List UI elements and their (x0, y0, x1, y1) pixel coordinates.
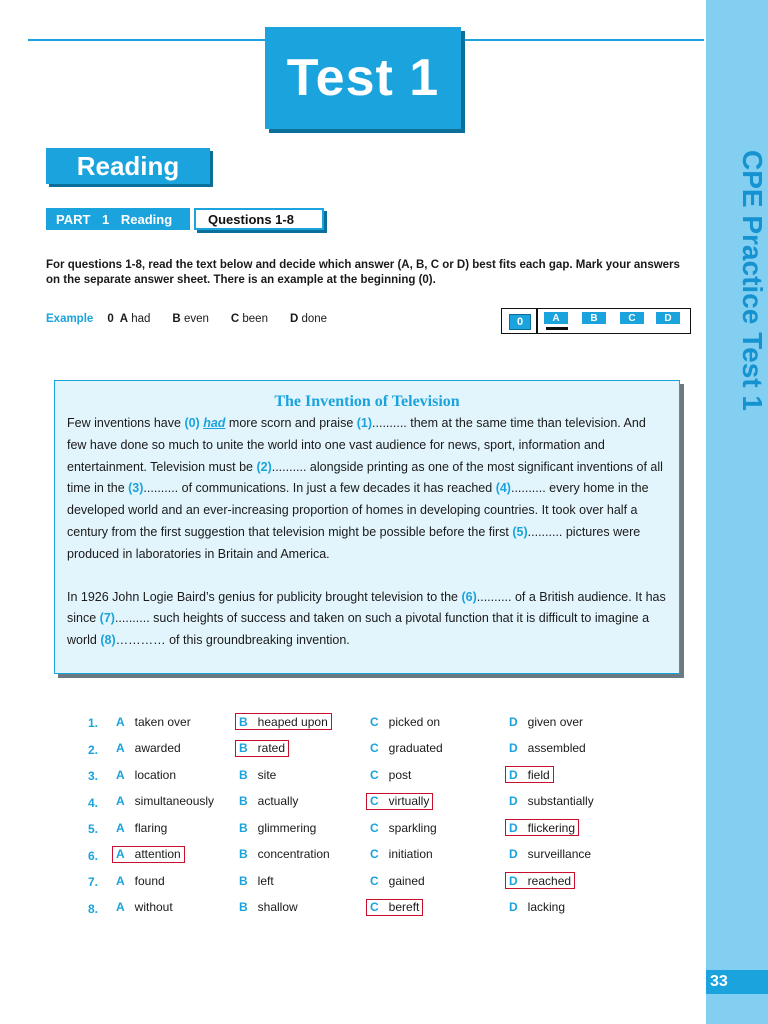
passage-box (54, 380, 680, 674)
answer-row (88, 739, 698, 766)
test-title: Test 1 (265, 27, 461, 129)
answer-row (88, 898, 698, 925)
option-c[interactable]: C picked on (370, 714, 441, 729)
option-c[interactable]: C virtually (366, 793, 433, 810)
instructions: For questions 1-8, read the text below and decide which answer (A, B, C or D) best fits each gap. Mark your answers on the separate answer sheet. There is an example at the beginning (0). (46, 259, 680, 286)
questions-range: Questions 1-8 (194, 208, 324, 230)
option-a[interactable]: A without (116, 900, 173, 914)
example-option-c: C been (230, 313, 268, 325)
answer-row (88, 845, 698, 872)
grid-cell-a: A (544, 312, 568, 324)
option-b[interactable]: B heaped upon (235, 713, 332, 730)
option-d[interactable]: D given over (509, 714, 584, 729)
answer-row (88, 712, 698, 739)
grid-zero: 0 (509, 314, 531, 330)
question-number: 1. (88, 716, 99, 730)
question-number: 5. (88, 822, 99, 836)
example-answer-grid (501, 308, 691, 334)
question-number: 2. (88, 742, 99, 757)
option-a[interactable]: A taken over (116, 714, 191, 729)
question-number: 8. (88, 901, 99, 916)
option-c[interactable]: C bereft (366, 899, 423, 916)
passage-paragraph-1: Few inventions have (0) had more scorn and praise (1).......... them at the same time than television. And few have done so much to unite the world into one vast audience for news, sport, information and entertainment. Television must be (2).......... alongside printing as one of the most significant inventions of all time in the (3).......... of communications. In just a few decades it has reached (4).......... every home in the developed world and an ever-increasing proportion of homes in developing countries. It took over half a century from the first suggestion that television might be possible before the first (5).......... pictures were produced in laboratories in Britain and America. (67, 416, 663, 561)
answer-row (88, 765, 698, 792)
answer-row (88, 818, 698, 845)
option-c[interactable]: C post (370, 767, 412, 782)
option-b[interactable]: B shallow (239, 900, 298, 914)
page-number: 33 (706, 970, 768, 994)
example-option-b: B even (172, 313, 209, 325)
option-b[interactable]: B actually (239, 794, 299, 808)
question-number: 7. (88, 875, 99, 889)
grid-divider (536, 309, 538, 333)
example-label: Example (46, 313, 94, 325)
option-b[interactable]: B left (239, 873, 274, 888)
option-d[interactable]: D assembled (509, 741, 586, 755)
option-c[interactable]: C gained (370, 873, 425, 888)
grid-cell-c: C (620, 312, 644, 324)
passage-title: The Invention of Television (274, 393, 460, 410)
question-number: 6. (88, 848, 99, 863)
option-a[interactable]: A found (116, 873, 165, 888)
option-a[interactable]: A awarded (116, 741, 181, 755)
answer-row (88, 792, 698, 819)
section-title: Reading (46, 148, 210, 184)
answer-row (88, 871, 698, 898)
question-number: 4. (88, 795, 99, 810)
option-d[interactable]: D substantially (509, 794, 594, 808)
question-number: 3. (88, 769, 99, 783)
sidebar-label: CPE Practice Test 1 (737, 150, 768, 411)
option-a[interactable]: A attention (112, 846, 185, 863)
part-label: PART 1 Reading (46, 208, 190, 230)
option-c[interactable]: C graduated (370, 741, 443, 755)
example-number: 0 (107, 313, 114, 325)
grid-mark (546, 327, 568, 330)
option-c[interactable]: C sparkling (370, 820, 437, 835)
option-c[interactable]: C initiation (370, 847, 433, 861)
option-b[interactable]: B site (239, 767, 277, 782)
option-d[interactable]: D reached (505, 872, 575, 889)
option-b[interactable]: B rated (235, 740, 289, 757)
passage-paragraph-2: In 1926 John Logie Baird’s genius for publicity brought television to the (6).......... of a British audience. It has since (7).......... such heights of success and taken on such a pivotal function that it is difficult to imagine a world (8)………… of this groundbreaking invention. (67, 589, 666, 648)
option-a[interactable]: A simultaneously (116, 794, 215, 808)
option-d[interactable]: D flickering (505, 819, 579, 836)
option-d[interactable]: D field (505, 766, 554, 783)
option-a[interactable]: A flaring (116, 820, 168, 835)
example-option-d: D done (289, 313, 328, 325)
option-d[interactable]: D surveillance (509, 847, 592, 861)
example-option-a: A had (119, 313, 151, 325)
grid-cell-d: D (656, 312, 680, 324)
answer-options (88, 712, 698, 924)
option-b[interactable]: B glimmering (239, 820, 317, 835)
grid-cell-b: B (582, 312, 606, 324)
option-b[interactable]: B concentration (239, 847, 330, 861)
example-row (46, 313, 341, 325)
option-a[interactable]: A location (116, 767, 177, 782)
option-d[interactable]: D lacking (509, 900, 566, 914)
